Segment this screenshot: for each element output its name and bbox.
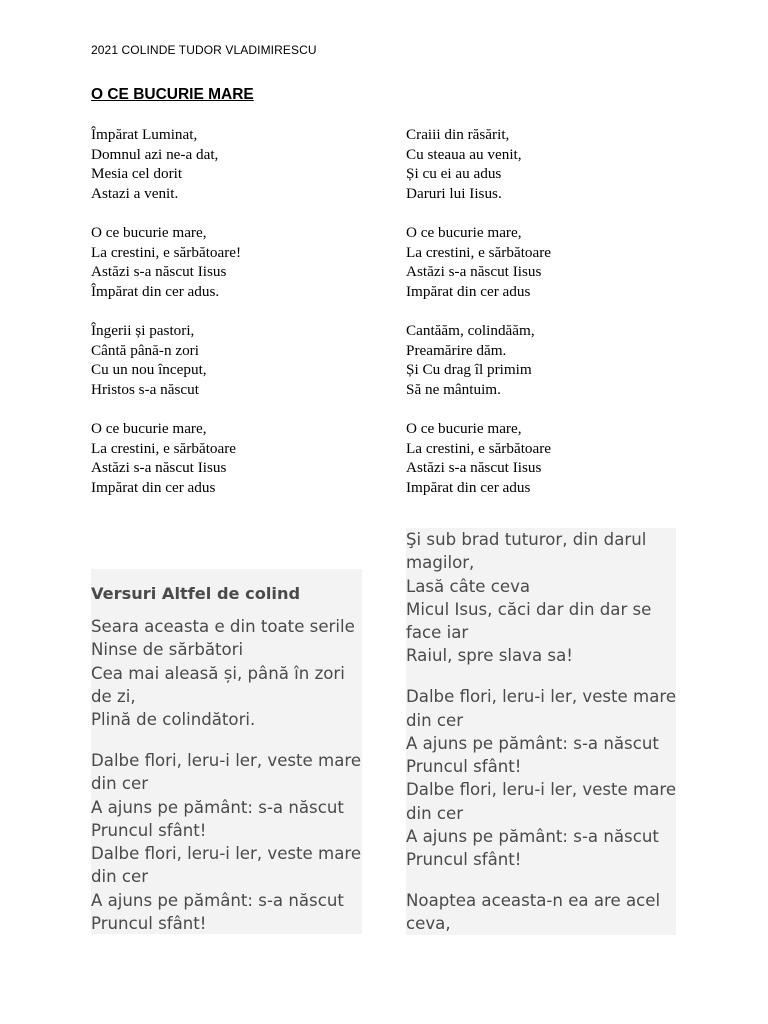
lyric-line: Cantăăm, colindăăm, <box>406 321 535 339</box>
lyric-line: Împărat Luminat, <box>91 126 198 143</box>
lyric-line: Pruncul sfânt! <box>91 820 207 840</box>
lyric-line: La crestini, e sărbătoare <box>91 439 237 457</box>
lyrics-box-right <box>406 528 676 935</box>
lyric-line: A ajuns pe pământ: s-a născut <box>91 890 344 910</box>
lyric-line: Domnul azi ne-a dat, <box>91 145 219 163</box>
lyric-line: Astăzi s-a născut Iisus <box>406 263 542 281</box>
lyric-line: Și Cu drag îl primim <box>406 361 532 379</box>
lyric-line: Daruri lui Iisus. <box>406 184 502 202</box>
lyric-line: Dalbe flori, leru-i ler, veste mare <box>91 750 362 770</box>
lyric-line: La crestini, e sărbătoare! <box>91 243 242 261</box>
lyric-line: Şi sub brad tuturor, din darul <box>406 530 647 549</box>
lyric-line: din cer <box>406 710 464 730</box>
lyric-line: Cea mai aleasă și, până în zori <box>91 663 345 683</box>
lyric-line: Impărat din cer adus <box>406 282 531 300</box>
lyric-line: face iar <box>406 623 469 643</box>
lyric-line: Plină de colindători. <box>91 710 256 730</box>
lyric-line: ceva, <box>406 914 451 934</box>
lyric-line: de zi, <box>91 686 136 706</box>
lyrics-column-right <box>406 125 551 517</box>
lyric-line: Astăzi s-a născut Iisus <box>406 459 542 477</box>
lyric-line: Impărat din cer adus <box>91 478 216 496</box>
lyric-line: O ce bucurie mare, <box>406 419 522 437</box>
lyric-line: Cu un nou început, <box>91 361 207 379</box>
lyrics-box-left <box>91 569 362 934</box>
document-header: 2021 COLINDE TUDOR VLADIMIRESCU <box>91 43 317 57</box>
lyric-line: Cu steaua au venit, <box>406 145 522 163</box>
lyric-line: A ajuns pe pământ: s-a născut <box>91 797 344 817</box>
lyric-line: A ajuns pe pământ: s-a născut <box>406 733 659 753</box>
stanza <box>91 615 362 731</box>
lyric-line: Pruncul sfânt! <box>406 757 522 777</box>
lyric-line: Astăzi s-a născut Iisus <box>91 263 227 281</box>
lyric-line: Și cu ei au adus <box>406 165 502 183</box>
lyrics-box-right-body <box>406 528 676 935</box>
stanza <box>406 528 676 668</box>
lyric-line: La crestini, e sărbătoare <box>406 243 552 261</box>
lyric-line: din cer <box>91 774 149 794</box>
stanza <box>91 749 362 935</box>
lyric-line: Raiul, spre slava sa! <box>406 646 573 666</box>
lyric-line: Pruncul sfânt! <box>406 850 522 870</box>
lyric-line: Dalbe flori, leru-i ler, veste mare <box>406 780 676 800</box>
lyric-line: Craiii din răsărit, <box>406 126 510 143</box>
lyric-line: din cer <box>91 867 149 887</box>
lyric-line: Pruncul sfânt! <box>91 914 207 934</box>
lyric-line: Dalbe flori, leru-i ler, veste mare <box>406 687 676 707</box>
lyrics-box-left-body <box>91 615 362 935</box>
lyric-line: Dalbe flori, leru-i ler, veste mare <box>91 844 362 864</box>
lyric-line: O ce bucurie mare, <box>91 223 207 241</box>
stanza <box>91 321 241 399</box>
lyric-line: magilor, <box>406 553 475 573</box>
lyric-line: Împărat din cer adus. <box>91 282 220 300</box>
stanza <box>406 685 676 871</box>
stanza <box>406 125 551 203</box>
lyric-line: Noaptea aceasta-n ea are acel <box>406 891 661 911</box>
lyric-line: Cântă până-n zori <box>91 341 199 359</box>
lyric-line: Ninse de sărbători <box>91 640 244 660</box>
lyric-line: Mesia cel dorit <box>91 165 183 183</box>
lyric-line: Micul Isus, căci dar din dar se <box>406 599 652 619</box>
lyric-line: O ce bucurie mare, <box>91 419 207 437</box>
lyrics-column-left <box>91 125 241 517</box>
lyric-line: Astazi a venit. <box>91 184 179 202</box>
stanza <box>406 419 551 497</box>
stanza <box>91 125 241 203</box>
lyric-line: Îngerii și pastori, <box>91 321 195 339</box>
lyric-line: O ce bucurie mare, <box>406 223 522 241</box>
lyric-line: A ajuns pe pământ: s-a născut <box>406 827 659 847</box>
stanza <box>91 223 241 301</box>
carol-title-secondary: Versuri Altfel de colind <box>91 584 301 603</box>
lyric-line: La crestini, e sărbătoare <box>406 439 552 457</box>
lyric-line: Astăzi s-a născut Iisus <box>91 459 227 477</box>
lyric-line: din cer <box>406 803 464 823</box>
stanza <box>406 321 551 399</box>
lyric-line: Impărat din cer adus <box>406 478 531 496</box>
lyric-line: Seara aceasta e din toate serile <box>91 617 355 636</box>
stanza <box>406 223 551 301</box>
lyric-line: Preamărire dăm. <box>406 341 507 359</box>
stanza <box>91 419 241 497</box>
lyric-line: Hristos s-a născut <box>91 380 199 398</box>
stanza <box>406 889 676 935</box>
carol-title: O CE BUCURIE MARE <box>91 86 254 103</box>
lyric-line: Să ne mântuim. <box>406 380 501 398</box>
lyric-line: Lasă câte ceva <box>406 576 531 596</box>
